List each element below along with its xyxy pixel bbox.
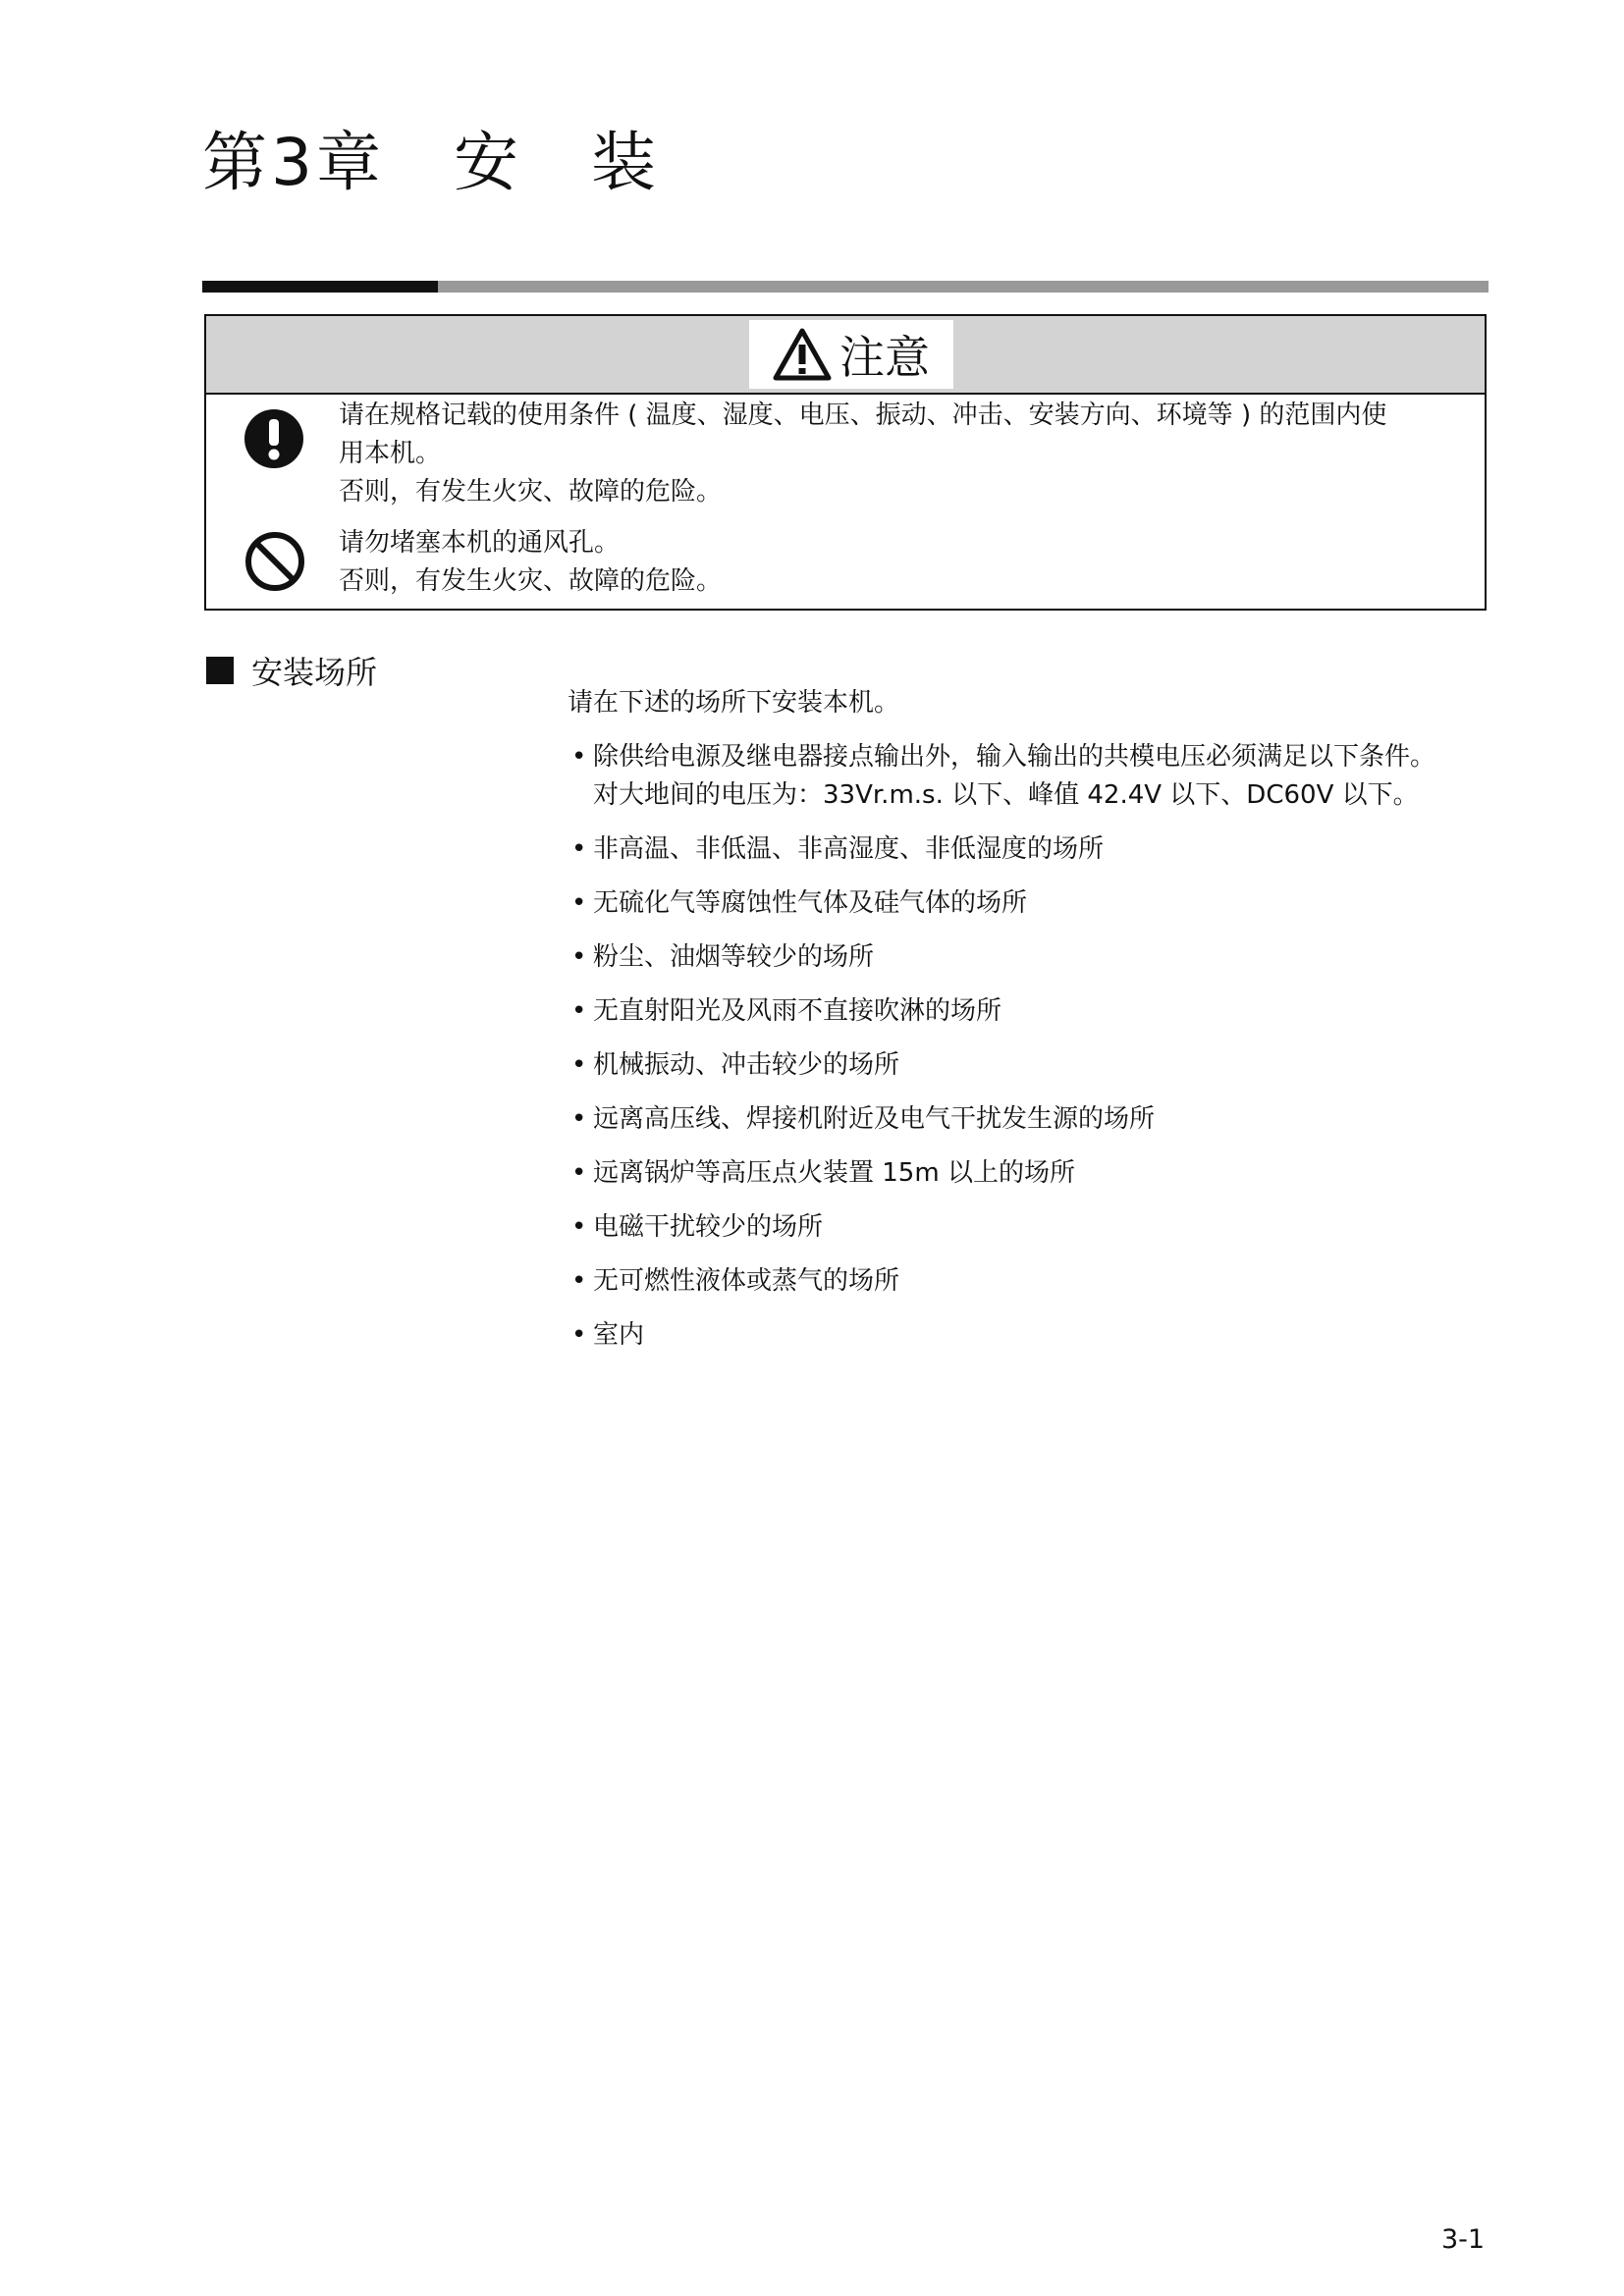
conditions-list [571,738,1494,1370]
list-item-text: 远离高压线、焊接机附近及电气干扰发生源的场所 [593,1104,1156,1134]
list-item [571,1208,1494,1247]
list-item [571,1154,1494,1193]
list-item [571,938,1494,977]
list-item-text: 除供给电源及继电器接点输出外，输入输出的共模电压必须满足以下条件。 [593,742,1436,772]
section-heading-text: 安装场所 [251,654,378,691]
caution-label: 注意 [839,331,930,384]
title-rule [202,281,1489,293]
prohibition-icon [244,530,306,597]
list-item [571,1262,1494,1301]
list-item-text: 非高温、非低温、非高湿度、非低湿度的场所 [593,834,1105,864]
list-item-text: 无直射阳光及风雨不直接吹淋的场所 [593,996,1002,1026]
square-bullet-icon [206,657,234,684]
caution-text-line: 请在规格记载的使用条件 ( 温度、湿度、电压、振动、冲击、安装方向、环境等 ) 的范围内使 [339,400,1387,430]
list-item [571,1100,1494,1139]
mandatory-action-icon [244,408,304,473]
list-item-text: 粉尘、油烟等较少的场所 [593,942,875,972]
warning-triangle-icon [773,327,832,382]
list-item [571,738,1494,815]
section-intro: 请在下述的场所下安装本机。 [568,688,900,718]
page-number: 3-1 [1441,2224,1486,2255]
list-item-text: 机械振动、冲击较少的场所 [593,1050,900,1080]
chapter-title: 第3章 安 装 [202,125,660,200]
list-item-text: 室内 [593,1320,645,1350]
list-item [571,1046,1494,1085]
list-item-text: 电磁干扰较少的场所 [593,1212,824,1242]
list-item [571,830,1494,869]
caution-text-line: 请勿堵塞本机的通风孔。 [339,528,621,558]
caution-text-line: 用本机。 [339,439,442,468]
caution-text-line: 否则，有发生火灾、故障的危险。 [339,477,723,507]
caution-badge [749,320,953,389]
list-item-text: 无硫化气等腐蚀性气体及硅气体的场所 [593,888,1028,918]
list-item-text: 远离锅炉等高压点火装置 15m 以上的场所 [593,1158,1075,1188]
caution-item-text [339,524,1468,601]
section-heading [206,648,377,693]
list-item-text: 无可燃性液体或蒸气的场所 [593,1266,900,1296]
list-item [571,992,1494,1031]
caution-item-text [339,397,1468,511]
caution-text-line: 否则，有发生火灾、故障的危险。 [339,566,723,596]
list-item [571,884,1494,923]
caution-header [206,316,1485,395]
caution-box [204,314,1487,611]
list-item [571,1316,1494,1355]
list-item-text: 对大地间的电压为：33Vr.m.s. 以下、峰值 42.4V 以下、DC60V 以下。 [593,780,1419,810]
title-rule-accent [202,281,438,293]
